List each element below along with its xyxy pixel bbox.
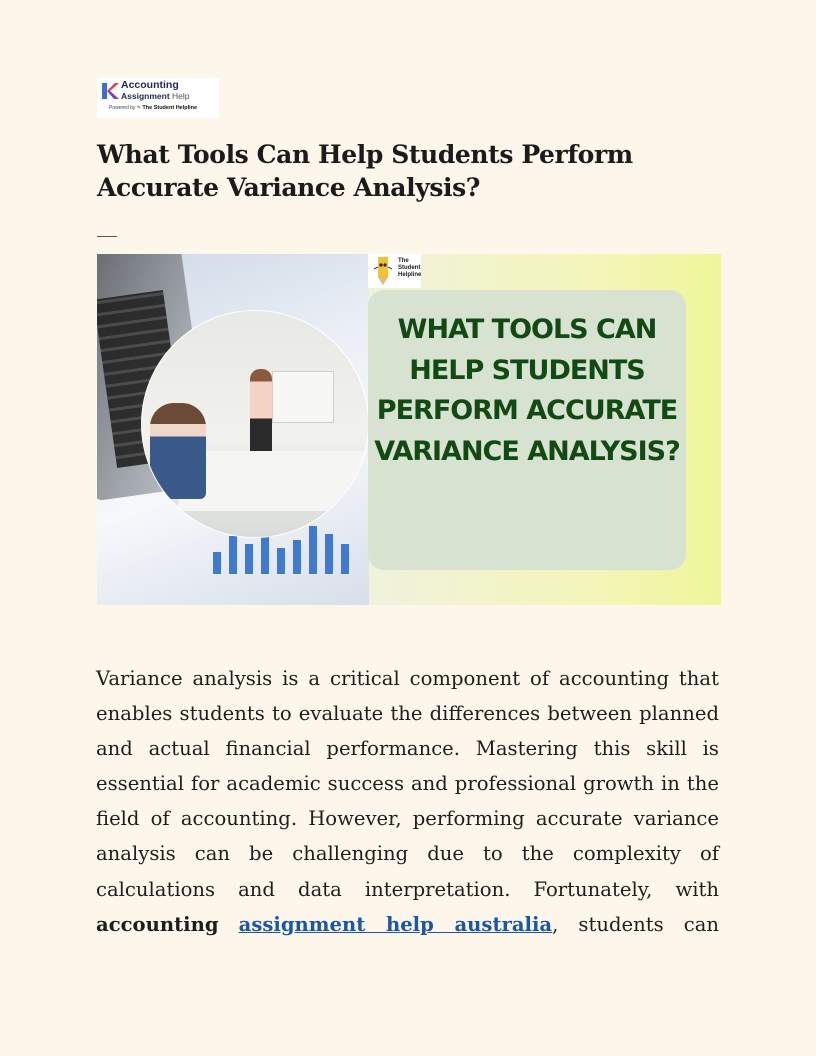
title-divider [97, 236, 117, 237]
intro-paragraph [96, 661, 719, 942]
logo-subtitle-bold: Assignment [121, 91, 170, 101]
presenter-illustration [250, 369, 272, 459]
hero-banner-image [97, 254, 721, 605]
attendee-illustration [150, 403, 206, 499]
logo-subtitle-light: Help [172, 91, 190, 101]
article-title: What Tools Can Help Students Perform Accurate Variance Analysis? [97, 140, 633, 202]
assignment-help-link[interactable]: assignment help australia [238, 912, 553, 936]
logo-title: Accounting [121, 79, 179, 91]
site-logo[interactable] [97, 78, 219, 118]
pencil-mascot-icon [370, 255, 396, 287]
intro-paragraph-text: Variance analysis is a critical component of accounting that enables students to evaluate the differences between planned and actual financial performance. Mastering this skill is essential for academic success and professional growth in the field of accounting. However, performing accurate variance analysis can be challenging due to the complexity of calculations and data interpretation. Fortunately, with [96, 667, 719, 901]
pencil-mascot-icon: ✎ [136, 105, 141, 111]
logo-subtitle [121, 91, 190, 101]
hero-heading: WHAT TOOLS CAN HELP STUDENTS PERFORM ACCURATE VARIANCE ANALYSIS? [374, 314, 680, 467]
logo-powered-by [109, 105, 197, 111]
powered-brand: The Student Helpline [142, 105, 198, 111]
hero-brand-name: The Student Helpline [398, 258, 422, 278]
intro-paragraph-tail: , students can [552, 912, 719, 936]
bold-term: accounting [96, 912, 219, 936]
logo-k-icon [101, 82, 119, 100]
hero-brand-logo [368, 254, 421, 288]
meeting-photo-circle [141, 310, 369, 538]
powered-prefix: Powered by [109, 105, 136, 111]
presentation-board-illustration [272, 371, 334, 423]
